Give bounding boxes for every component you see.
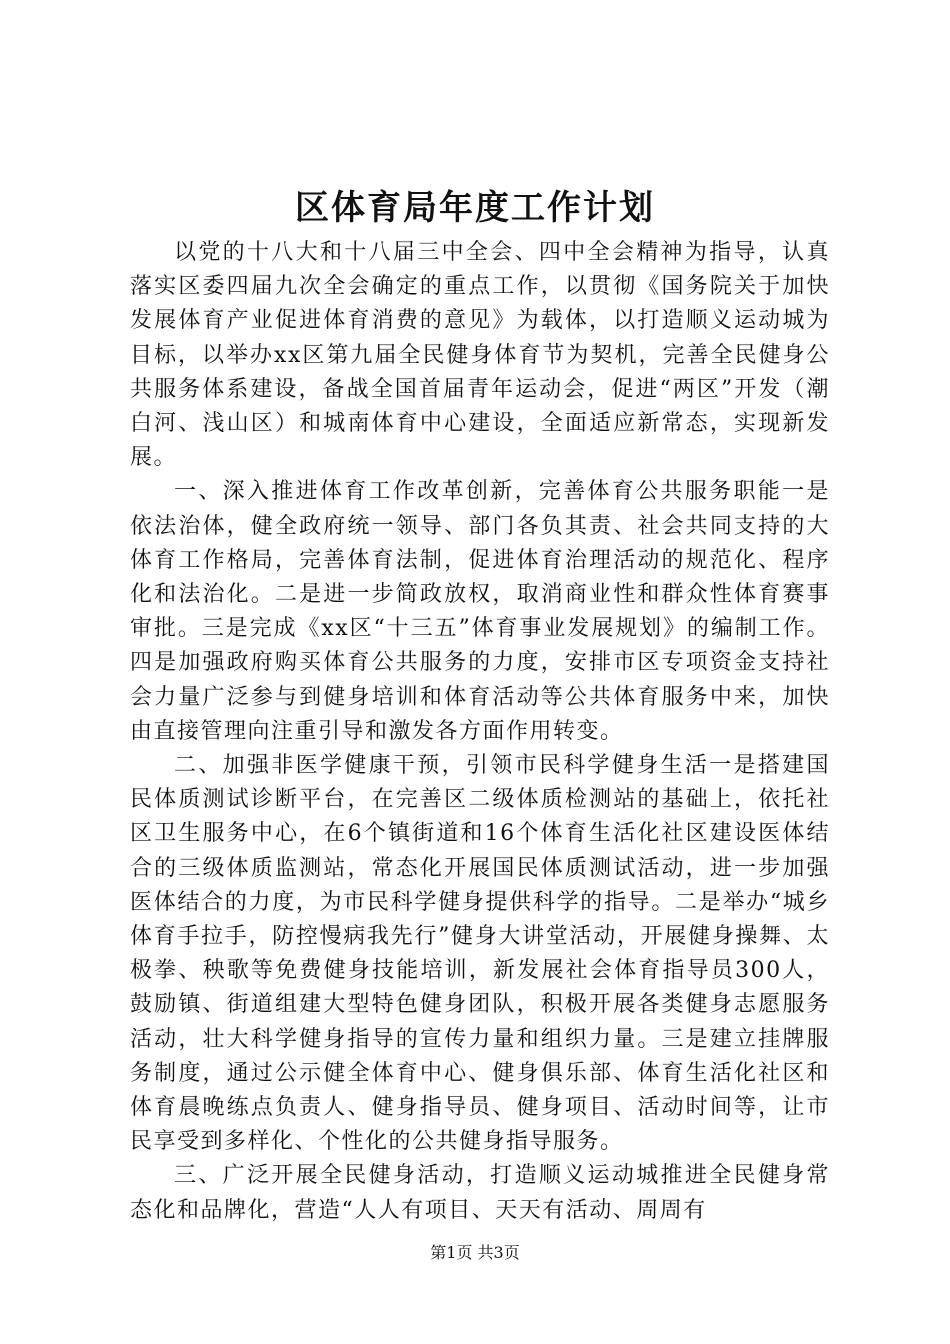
document-body (130, 236, 830, 1228)
intro-paragraph: 以党的十八大和十八届三中全会、四中全会精神为指导，认真落实区委四届九次全会确定的重点工作，以贯彻《国务院关于加快发展体育产业促进体育消费的意见》为载体，以打造顺义运动城为目标，以举办xx区第九届全民健身体育节为契机，完善全民健身公共服务体系建设，备战全国首届青年运动会，促进“两区”开发（潮白河、浅山区）和城南体育中心建设，全面适应新常态，实现新发展。 (130, 240, 830, 471)
page-number-footer: 第1页 共3页 (430, 1243, 520, 1262)
section-two-paragraph: 二、加强非医学健康干预，引领市民科学健身生活一是搭建国民体质测试诊断平台，在完善区二级体质检测站的基础上，依托社区卫生服务中心，在6个镇街道和16个体育生活化社区建设医体结合的三级体质监测站，常态化开展国民体质测试活动，进一步加强医体结合的力度，为市民科学健身提供科学的指导。二是举办“城乡体育手拉手，防控慢病我先行”健身大讲堂活动，开展健身操舞、太极拳、秧歌等免费健身技能培训，新发展社会体育指导员300人，鼓励镇、街道组建大型特色健身团队，积极开展各类健身志愿服务活动，壮大科学健身指导的宣传力量和组织力量。三是建立挂牌服务制度，通过公示健全体育中心、健身俱乐部、体育生活化社区和体育晨晚练点负责人、健身指导员、健身项目、活动时间等，让市民享受到多样化、个性化的公共健身指导服务。 (130, 753, 830, 1155)
document-title: 区体育局年度工作计划 (295, 188, 655, 228)
section-three-paragraph: 三、广泛开展全民健身活动，打造顺义运动城推进全民健身常态化和品牌化，营造“人人有项目、天天有活动、周周有 (130, 1163, 830, 1223)
section-one-paragraph: 一、深入推进体育工作改革创新，完善体育公共服务职能一是依法治体，健全政府统一领导、部门各负其责、社会共同支持的大体育工作格局，完善体育法制，促进体育治理活动的规范化、程序化和法治化。二是进一步简政放权，取消商业性和群众性体育赛事审批。三是完成《xx区“十三五”体育事业发展规划》的编制工作。四是加强政府购买体育公共服务的力度，安排市区专项资金支持社会力量广泛参与到健身培训和体育活动等公共体育服务中来，加快由直接管理向注重引导和激发各方面作用转变。 (130, 479, 830, 744)
